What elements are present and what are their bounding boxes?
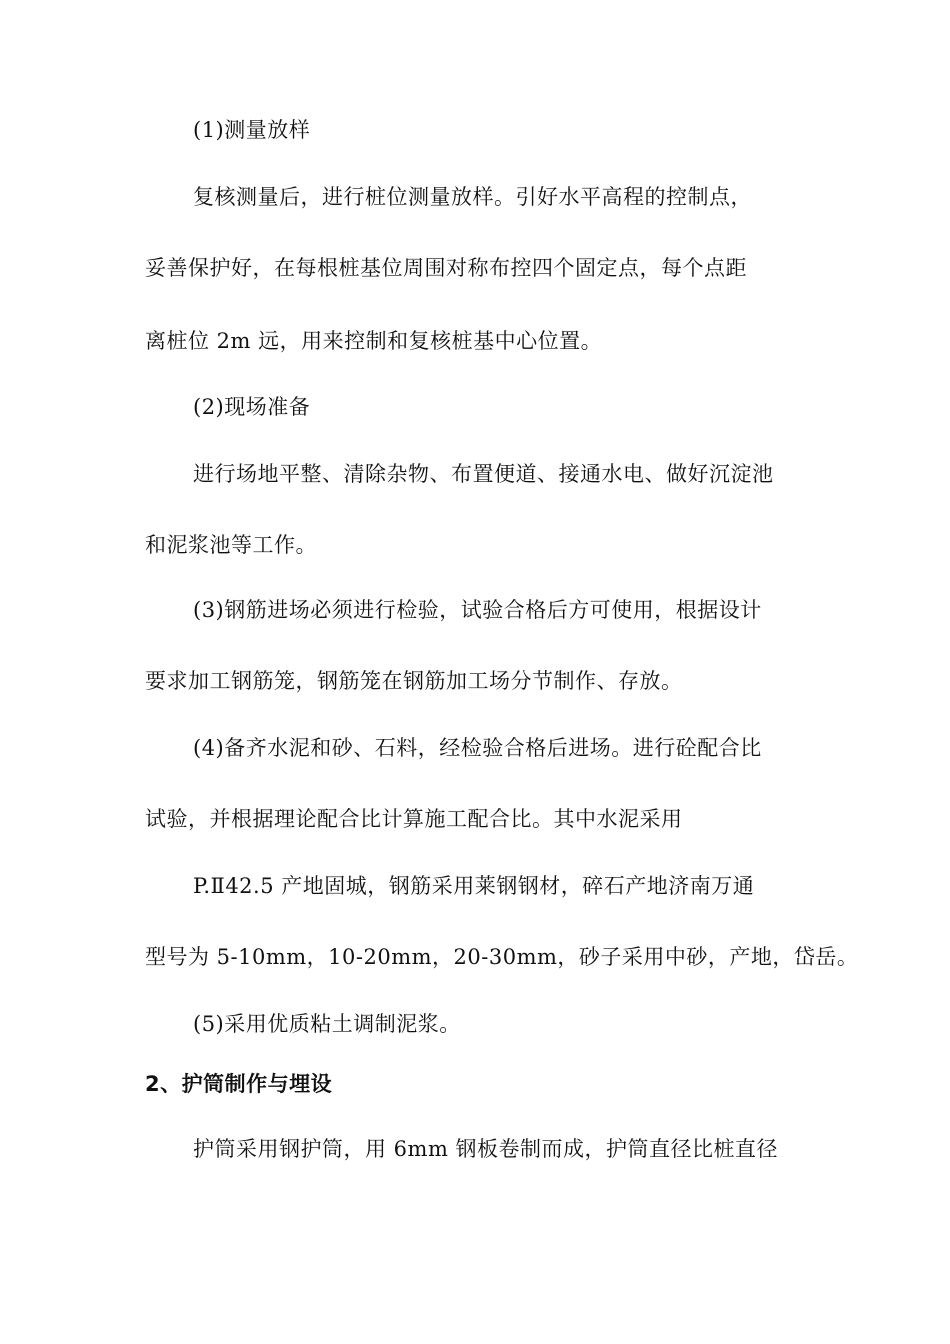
paragraph-line: 护筒采用钢护筒，用 6mm 钢板卷制而成，护筒直径比桩直径 xyxy=(193,1137,779,1161)
paragraph-line: (4)备齐水泥和砂、石料，经检验合格后进场。进行砼配合比 xyxy=(193,736,762,760)
section-heading: 2、护筒制作与埋设 xyxy=(145,1072,333,1096)
subheading-survey: (1)测量放样 xyxy=(193,118,311,142)
paragraph-line: (3)钢筋进场必须进行检验，试验合格后方可使用，根据设计 xyxy=(193,598,762,622)
paragraph-line: 进行场地平整、清除杂物、布置便道、接通水电、做好沉淀池 xyxy=(193,462,774,486)
paragraph-line: 试验，并根据理论配合比计算施工配合比。其中水泥采用 xyxy=(145,807,683,831)
paragraph-line: 离桩位 2m 远，用来控制和复核桩基中心位置。 xyxy=(145,329,603,353)
paragraph-line: 妥善保护好，在每根桩基位周围对称布控四个固定点，每个点距 xyxy=(145,256,747,280)
paragraph-line: P.Ⅱ42.5 产地固城，钢筋采用莱钢钢材，碎石产地济南万通 xyxy=(193,874,755,898)
paragraph-line: 和泥浆池等工作。 xyxy=(145,533,317,557)
paragraph-line: 复核测量后，进行桩位测量放样。引好水平高程的控制点， xyxy=(193,185,752,209)
paragraph-line: (5)采用优质粘土调制泥浆。 xyxy=(193,1012,461,1036)
paragraph-line: 要求加工钢筋笼，钢筋笼在钢筋加工场分节制作、存放。 xyxy=(145,669,683,693)
paragraph-line: 型号为 5-10mm，10-20mm，20-30mm，砂子采用中砂，产地，岱岳。 xyxy=(145,945,859,969)
subheading-site-prep: (2)现场准备 xyxy=(193,395,311,419)
